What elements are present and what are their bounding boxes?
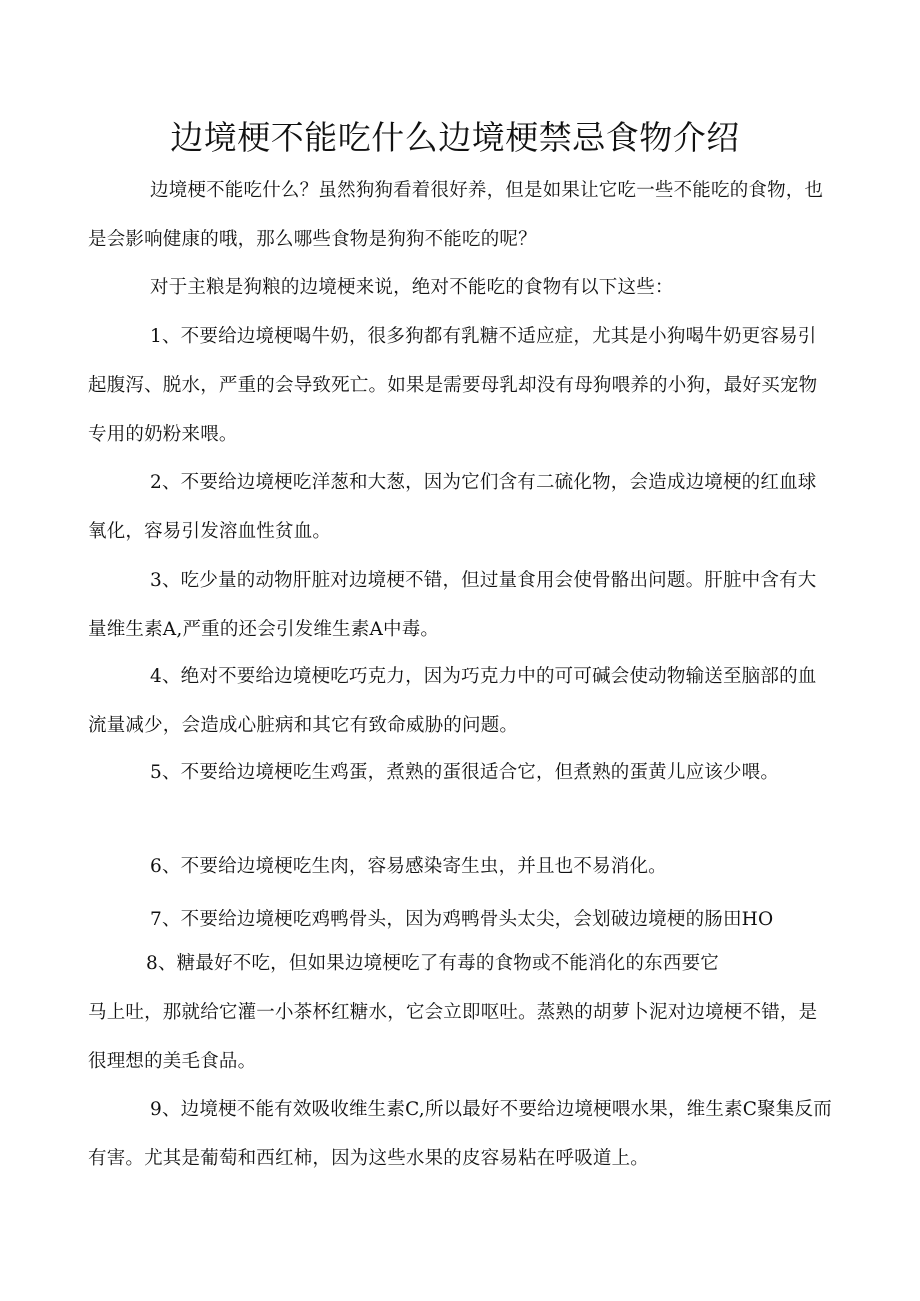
item-8-paragraph-start: 8、糖最好不吃，但如果边境梗吃了有毒的食物或不能消化的东西要它 <box>146 953 719 974</box>
item-9-paragraph: 9、边境梗不能有效吸收维生素C,所以最好不要给边境梗喂水果，维生素C聚集反而有害。尤其是葡萄和西红柿，因为这些水果的皮容易粘在呼吸道上。 <box>88 1099 832 1169</box>
item-7-paragraph: 7、不要给边境梗吃鸡鸭骨头，因为鸡鸭骨头太尖，会划破边境梗的肠田HO <box>150 909 774 930</box>
item-6-paragraph: 6、不要给边境梗吃生肉，容易感染寄生虫，并且也不易消化。 <box>150 856 667 877</box>
item-4-paragraph: 4、绝对不要给边境梗吃巧克力，因为巧克力中的可可碱会使动物输送至脑部的血流量减少，会造成心脏病和其它有致命威胁的问题。 <box>88 666 817 736</box>
item-1-paragraph: 1、不要给边境梗喝牛奶，很多狗都有乳糖不适应症，尤其是小狗喝牛奶更容易引起腹泻、脱水，严重的会导致死亡。如果是需要母乳却没有母狗喂养的小狗，最好买宠物专用的奶粉来喂。 <box>88 326 818 445</box>
document-title: 边境梗不能吃什么边境梗禁忌食物介绍 <box>170 118 740 157</box>
item-5-paragraph: 5、不要给边境梗吃生鸡蛋，煮熟的蛋很适合它，但煮熟的蛋黄儿应该少喂。 <box>150 762 780 783</box>
item-8-paragraph-continued: 马上吐，那就给它灌一小茶杯红糖水，它会立即呕吐。蒸熟的胡萝卜泥对边境梗不错，是很理想的美毛食品。 <box>88 1002 818 1072</box>
list-intro-paragraph: 对于主粮是狗粮的边境梗来说，绝对不能吃的食物有以下这些： <box>150 277 674 298</box>
item-3-paragraph: 3、吃少量的动物肝脏对边境梗不错，但过量食用会使骨骼出问题。肝脏中含有大量维生素A,严重的还会引发维生素A中毒。 <box>88 570 817 640</box>
item-2-paragraph: 2、不要给边境梗吃洋葱和大葱，因为它们含有二硫化物，会造成边境梗的红血球氧化，容易引发溶血性贫血。 <box>88 472 817 542</box>
intro-paragraph: 边境梗不能吃什么？虽然狗狗看着很好养，但是如果让它吃一些不能吃的食物，也是会影响健康的哦，那么哪些食物是狗狗不能吃的呢？ <box>88 180 824 250</box>
